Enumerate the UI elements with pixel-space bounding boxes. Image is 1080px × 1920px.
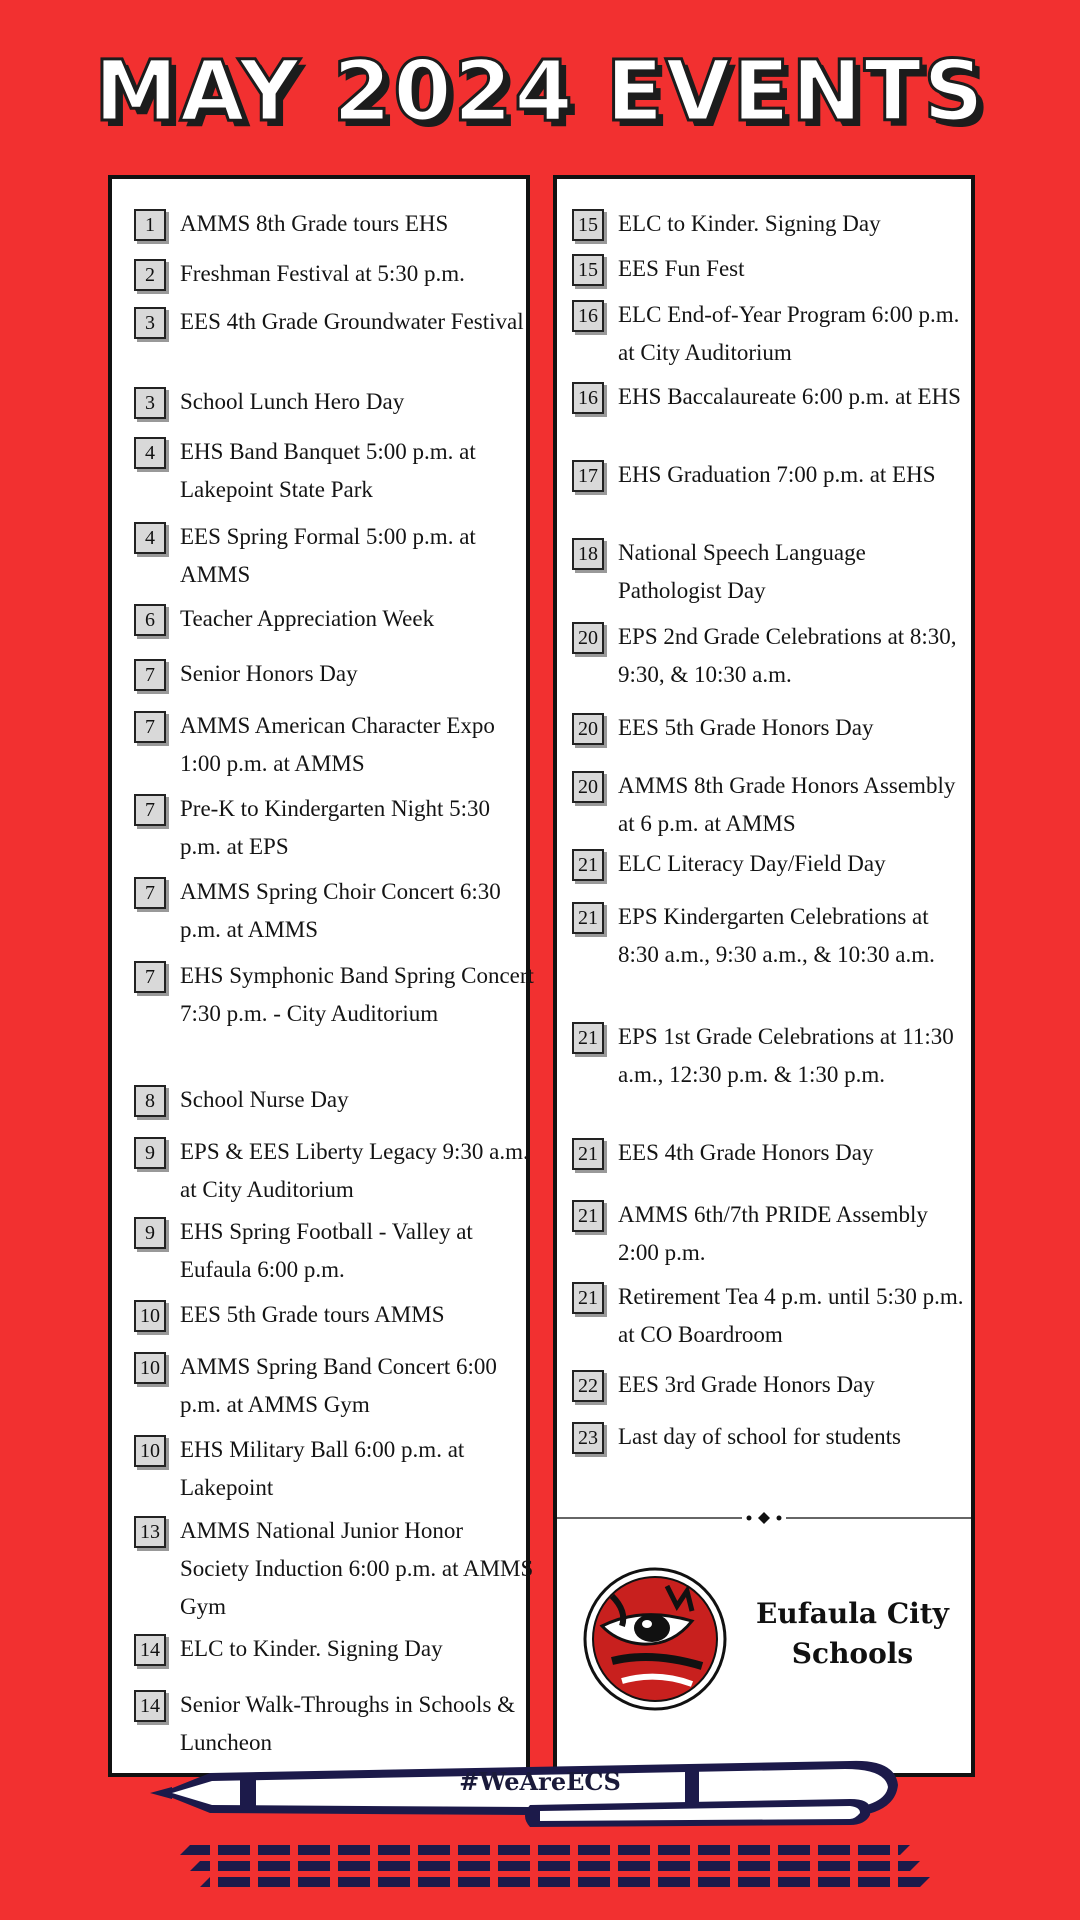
event-description: Senior Honors Day xyxy=(180,661,358,686)
event-day: 7 xyxy=(134,961,166,993)
event-description: ELC to Kinder. Signing Day xyxy=(618,211,881,236)
event-item xyxy=(134,873,534,949)
event-item xyxy=(134,383,534,421)
event-day: 21 xyxy=(572,849,604,881)
event-item xyxy=(134,303,534,341)
event-day: 7 xyxy=(134,659,166,691)
event-description: School Lunch Hero Day xyxy=(180,389,405,414)
event-description: Last day of school for students xyxy=(618,1424,901,1449)
event-day: 16 xyxy=(572,300,604,332)
event-day: 17 xyxy=(572,460,604,492)
event-description: EHS Graduation 7:00 p.m. at EHS xyxy=(618,462,936,487)
event-description: EES Fun Fest xyxy=(618,256,745,281)
event-day: 3 xyxy=(134,307,166,339)
event-day: 15 xyxy=(572,209,604,241)
event-day: 3 xyxy=(134,387,166,419)
event-description: ELC End-of-Year Program 6:00 p.m. at City Auditorium xyxy=(618,302,960,365)
event-day: 7 xyxy=(134,711,166,743)
event-item xyxy=(134,790,534,866)
event-description: Senior Walk-Throughs in Schools & Luncheon xyxy=(180,1692,516,1755)
page-title: MAY 2024 EVENTS xyxy=(94,42,986,140)
event-description: AMMS Spring Choir Concert 6:30 p.m. at AMMS xyxy=(180,879,501,942)
event-day: 9 xyxy=(134,1217,166,1249)
divider-ornament xyxy=(557,1512,971,1524)
event-day: 15 xyxy=(572,254,604,286)
school-name: Eufaula City Schools xyxy=(756,1597,949,1670)
event-day: 8 xyxy=(134,1085,166,1117)
event-item xyxy=(572,456,972,494)
event-day: 20 xyxy=(572,622,604,654)
event-description: EES 4th Grade Honors Day xyxy=(618,1140,874,1165)
event-day: 4 xyxy=(134,522,166,554)
event-item xyxy=(134,957,534,1033)
event-description: Freshman Festival at 5:30 p.m. xyxy=(180,261,465,286)
event-description: AMMS 6th/7th PRIDE Assembly 2:00 p.m. xyxy=(618,1202,928,1265)
event-day: 21 xyxy=(572,902,604,934)
event-day: 16 xyxy=(572,382,604,414)
event-day: 7 xyxy=(134,877,166,909)
event-item xyxy=(572,709,972,747)
event-item xyxy=(134,1431,534,1507)
event-description: EPS Kindergarten Celebrations at 8:30 a.m., 9:30 a.m., & 10:30 a.m. xyxy=(618,904,935,967)
event-description: AMMS National Junior Honor Society Induction 6:00 p.m. at AMMS Gym xyxy=(180,1518,534,1619)
event-description: EHS Band Banquet 5:00 p.m. at Lakepoint State Park xyxy=(180,439,476,502)
event-item xyxy=(134,255,534,293)
event-description: AMMS 8th Grade tours EHS xyxy=(180,211,449,236)
event-item xyxy=(572,767,972,843)
event-item xyxy=(134,1348,534,1424)
event-item xyxy=(572,250,972,288)
event-description: EES 5th Grade Honors Day xyxy=(618,715,874,740)
event-day: 20 xyxy=(572,771,604,803)
event-item xyxy=(134,1081,534,1119)
event-item xyxy=(572,845,972,883)
event-description: ELC Literacy Day/Field Day xyxy=(618,851,886,876)
event-day: 22 xyxy=(572,1370,604,1402)
event-item xyxy=(134,205,534,243)
event-day: 21 xyxy=(572,1022,604,1054)
event-day: 18 xyxy=(572,538,604,570)
event-item xyxy=(134,655,534,693)
event-day: 21 xyxy=(572,1138,604,1170)
event-day: 6 xyxy=(134,604,166,636)
event-item xyxy=(134,600,534,638)
event-day: 14 xyxy=(134,1690,166,1722)
event-day: 10 xyxy=(134,1352,166,1384)
event-item xyxy=(572,205,972,243)
tiger-eye-logo xyxy=(582,1566,728,1712)
event-day: 10 xyxy=(134,1435,166,1467)
event-day: 23 xyxy=(572,1422,604,1454)
event-description: EHS Symphonic Band Spring Concert 7:30 p.m. - City Auditorium xyxy=(180,963,534,1026)
event-item xyxy=(134,1133,534,1209)
event-description: School Nurse Day xyxy=(180,1087,349,1112)
event-item xyxy=(572,898,972,974)
event-day: 20 xyxy=(572,713,604,745)
event-item xyxy=(134,707,534,783)
event-description: Pre-K to Kindergarten Night 5:30 p.m. at EPS xyxy=(180,796,491,859)
event-description: EES 5th Grade tours AMMS xyxy=(180,1302,445,1327)
event-item xyxy=(134,1296,534,1334)
event-description: EES 3rd Grade Honors Day xyxy=(618,1372,875,1397)
event-item xyxy=(572,534,972,610)
event-day: 9 xyxy=(134,1137,166,1169)
event-item xyxy=(134,1213,534,1289)
event-item xyxy=(134,1686,534,1762)
event-item xyxy=(572,296,972,372)
event-day: 2 xyxy=(134,259,166,291)
event-description: AMMS American Character Expo 1:00 p.m. at AMMS xyxy=(180,713,495,776)
event-description: EPS 1st Grade Celebrations at 11:30 a.m., 12:30 p.m. & 1:30 p.m. xyxy=(618,1024,954,1087)
event-day: 21 xyxy=(572,1200,604,1232)
event-item xyxy=(572,1278,972,1354)
event-description: EHS Spring Football - Valley at Eufaula 6:00 p.m. xyxy=(180,1219,473,1282)
event-item xyxy=(572,1196,972,1272)
event-description: EHS Military Ball 6:00 p.m. at Lakepoint xyxy=(180,1437,465,1500)
event-description: EPS & EES Liberty Legacy 9:30 a.m. at City Auditorium xyxy=(180,1139,529,1202)
event-item xyxy=(572,1134,972,1172)
event-description: EES 4th Grade Groundwater Festival xyxy=(180,309,524,334)
event-description: Teacher Appreciation Week xyxy=(180,606,435,631)
event-description: EPS 2nd Grade Celebrations at 8:30, 9:30, & 10:30 a.m. xyxy=(618,624,957,687)
event-item xyxy=(134,1630,534,1668)
event-day: 1 xyxy=(134,209,166,241)
event-item xyxy=(134,518,534,594)
event-item xyxy=(572,618,972,694)
event-item xyxy=(572,378,972,416)
hashtag: #WeAreECS xyxy=(459,1767,621,1796)
event-item xyxy=(572,1418,972,1456)
event-description: ELC to Kinder. Signing Day xyxy=(180,1636,443,1661)
event-description: AMMS Spring Band Concert 6:00 p.m. at AMMS Gym xyxy=(180,1354,497,1417)
event-description: EHS Baccalaureate 6:00 p.m. at EHS xyxy=(618,384,961,409)
event-description: EES Spring Formal 5:00 p.m. at AMMS xyxy=(180,524,476,587)
event-item xyxy=(572,1018,972,1094)
event-item xyxy=(134,433,534,509)
event-item xyxy=(134,1512,534,1626)
event-description: Retirement Tea 4 p.m. until 5:30 p.m. at CO Boardroom xyxy=(618,1284,964,1347)
event-day: 10 xyxy=(134,1300,166,1332)
event-description: AMMS 8th Grade Honors Assembly at 6 p.m. at AMMS xyxy=(618,773,956,836)
event-day: 21 xyxy=(572,1282,604,1314)
event-day: 7 xyxy=(134,794,166,826)
event-day: 13 xyxy=(134,1516,166,1548)
event-day: 14 xyxy=(134,1634,166,1666)
event-item xyxy=(572,1366,972,1404)
event-description: National Speech Language Pathologist Day xyxy=(618,540,866,603)
event-day: 4 xyxy=(134,437,166,469)
